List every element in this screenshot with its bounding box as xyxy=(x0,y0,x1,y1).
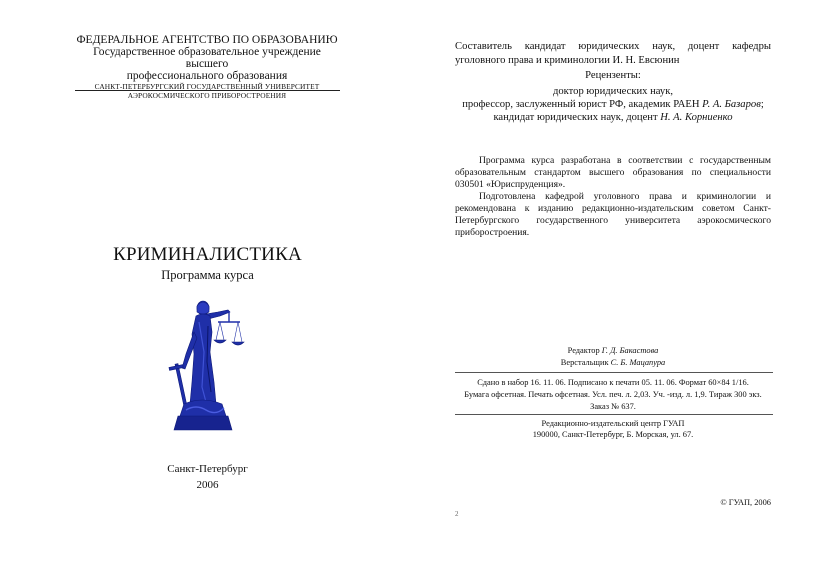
reviewer-1-name: Р. А. Базаров xyxy=(702,99,761,110)
agency-line-4: САНКТ-ПЕТЕРБУРГСКИЙ ГОСУДАРСТВЕННЫЙ УНИВЕРСИТЕТ xyxy=(94,82,320,91)
book-subtitle: Программа курса xyxy=(161,268,254,282)
reviewer-2 xyxy=(455,111,771,124)
agency-line-2: Государственное образовательное учреждение высшего xyxy=(93,46,321,70)
compiler-text: Составитель кандидат юридических наук, доцент кафедры уголовного права и криминологии И. Н. Евсюнин xyxy=(455,41,771,66)
print-details xyxy=(455,377,771,413)
description-paragraph-1: Программа курса разработана в соответствии с государственным образовательным стандартом высшего образования по специальности 030501 «Юриспруденция». xyxy=(455,155,771,190)
copyright-notice: © ГУАП, 2006 xyxy=(720,498,771,507)
title-page xyxy=(0,0,409,579)
imprint-place xyxy=(75,461,340,493)
reviewer-1-title: профессор, заслуженный юрист РФ, академик РАЕН xyxy=(462,99,703,110)
imprint-page xyxy=(409,0,819,579)
imprint-divider-top xyxy=(455,372,773,373)
layout-name: С. Б. Мацапура xyxy=(610,358,666,367)
imprint-divider-bottom xyxy=(455,414,773,415)
editor-label: Редактор xyxy=(567,346,602,355)
reviewer-1-line-2 xyxy=(455,98,771,111)
print-details-line-1: Сдано в набор 16. 11. 06. Подписано к печати 05. 11. 06. Формат 60×84 1/16. xyxy=(477,378,749,387)
agency-line-5: АЭРОКОСМИЧЕСКОГО ПРИБОРОСТРОЕНИЯ xyxy=(127,91,287,100)
reviewer-1-end: ; xyxy=(760,99,764,110)
header-divider xyxy=(75,90,340,91)
reviewer-2-title: кандидат юридических наук, доцент xyxy=(493,112,661,123)
agency-line-1: ФЕДЕРАЛЬНОЕ АГЕНТСТВО ПО ОБРАЗОВАНИЮ xyxy=(76,34,338,46)
publisher-address: 190000, Санкт-Петербург, Б. Морская, ул. 67. xyxy=(532,430,694,439)
print-details-line-3: Заказ № 637. xyxy=(590,402,636,411)
publisher-info xyxy=(455,418,771,440)
page-number: 2 xyxy=(455,510,459,518)
layout-credit xyxy=(455,357,771,369)
publication-year: 2006 xyxy=(196,479,219,491)
city-name: Санкт-Петербург xyxy=(167,463,248,475)
book-title: КРИМИНАЛИСТИКА xyxy=(113,244,302,265)
editor-credit xyxy=(455,345,771,357)
publisher-name: Редакционно-издательский центр ГУАП xyxy=(541,419,685,428)
reviewer-2-name: Н. А. Корниенко xyxy=(660,112,733,123)
description-paragraph-2: Подготовлена кафедрой уголовного права и криминологии и рекомендована к изданию редакционно-издательским советом Санкт-Петербургского государственного университета аэрокосмического приборостроения. xyxy=(455,191,771,238)
editor-name: Г. Д. Бакастова xyxy=(601,346,659,355)
themis-statue-icon xyxy=(166,292,254,440)
reviewer-1-line-1: доктор юридических наук, xyxy=(552,86,674,97)
print-details-line-2: Бумага офсетная. Печать офсетная. Усл. печ. л. 2,03. Уч. -изд. л. 1,9. Тираж 300 экз. xyxy=(464,390,762,399)
layout-label: Верстальщик xyxy=(560,358,611,367)
agency-line-3: профессионального образования xyxy=(126,70,288,82)
reviewers-heading: Рецензенты: xyxy=(585,70,641,81)
editorial-credits xyxy=(455,345,771,369)
program-description xyxy=(455,155,771,239)
reviewers-list xyxy=(455,85,771,124)
